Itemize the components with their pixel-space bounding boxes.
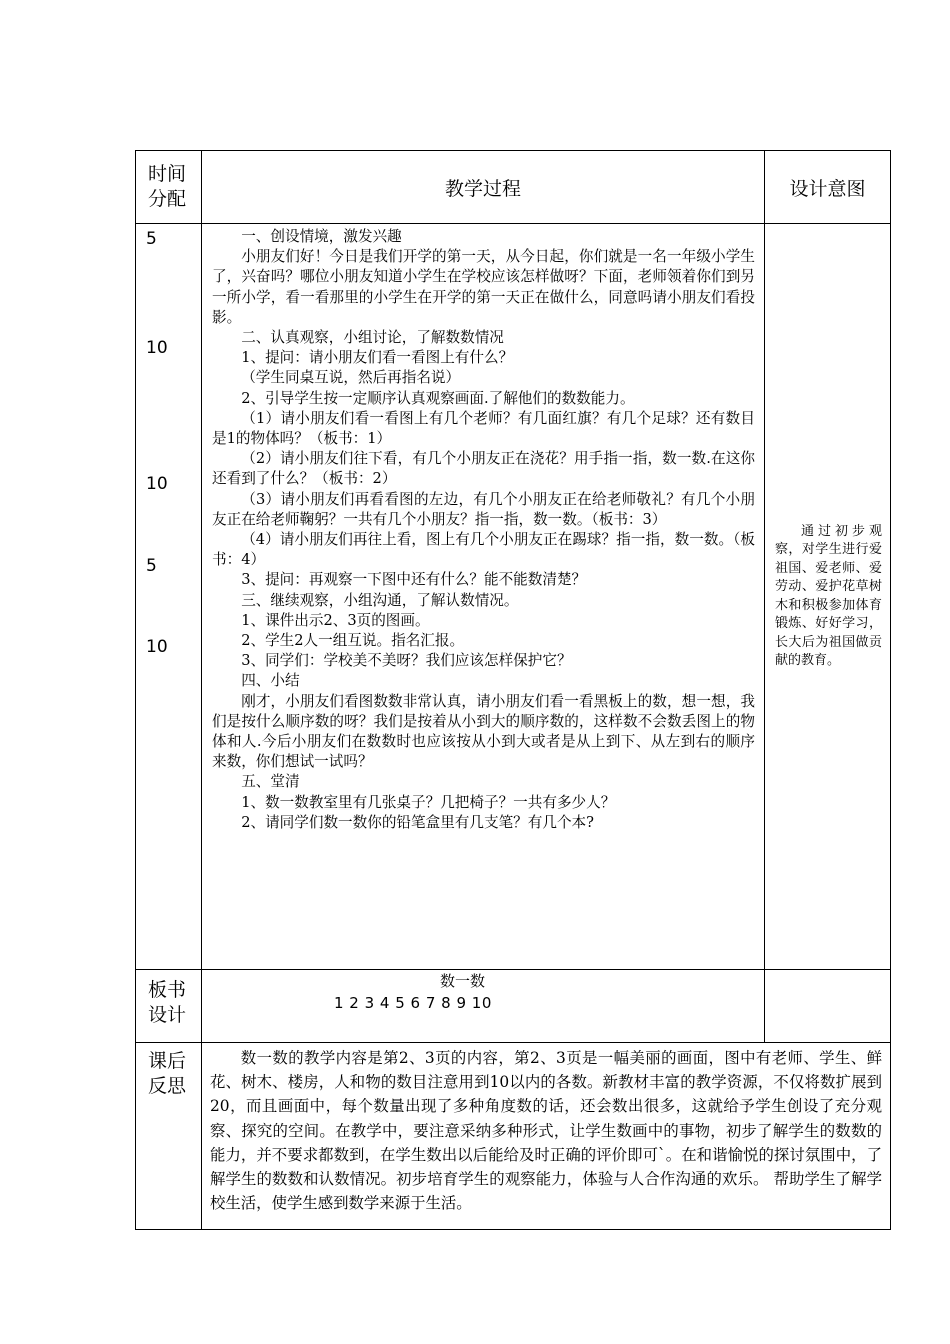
lesson-plan-table	[135, 150, 891, 1230]
intent-content	[765, 224, 891, 970]
process-paragraph: 3、同学们：学校美不美呀？我们应该怎样保护它？	[241, 652, 572, 670]
board-row	[136, 970, 891, 1043]
process-paragraph: （学生同桌互说，然后再指名说）	[241, 369, 461, 387]
process-paragraph: 2、引导学生按一定顺序认真观察画面.了解他们的数数能力。	[241, 389, 635, 407]
time-value: 10	[146, 637, 168, 657]
board-numbers: 1 2 3 4 5 6 7 8 9 10	[334, 994, 492, 1012]
time-value: 10	[146, 474, 168, 494]
process-content	[202, 224, 765, 970]
process-paragraph: 小朋友们好！今日是我们开学的第一天，从今日起，你们就是一名一年级小学生了，兴奋吗？哪位小朋友知道小学生在学校应该怎样做呀？下面，老师领着你们到另一所小学，看一看那里的小学生在开学的第一天正在做什么，同意吗请小朋友们看投影。	[212, 248, 755, 326]
process-paragraph: 2、学生2人一组互说。指名汇报。	[241, 632, 465, 650]
time-header: 时间分配	[136, 151, 202, 224]
time-value: 5	[146, 556, 157, 576]
process-paragraph: 3、提问：再观察一下图中还有什么？能不能数清楚？	[241, 571, 587, 589]
process-paragraph: 1、提问：请小朋友们看一看图上有什么？	[241, 349, 514, 367]
time-value: 5	[146, 229, 157, 249]
body-row	[136, 224, 891, 970]
process-paragraph: 五、堂清	[241, 773, 300, 791]
time-value: 10	[146, 338, 168, 358]
board-label: 板书设计	[136, 970, 202, 1043]
time-column	[136, 224, 202, 970]
process-paragraph: 1、数一数教室里有几张桌子？几把椅子？一共有多少人？	[241, 793, 616, 811]
header-row	[136, 151, 891, 224]
process-paragraph: （2）请小朋友们往下看，有几个小朋友正在浇花？用手指一指，数一数.在这你还看到了什么？（板书：2）	[212, 450, 755, 488]
process-header: 教学过程	[202, 151, 765, 224]
board-title: 数一数	[440, 972, 486, 990]
reflection-row	[136, 1043, 891, 1230]
process-paragraph: 刚才，小朋友们看图数数非常认真，请小朋友们看一看黑板上的数，想一想，我们是按什么顺序数的呀？我们是按着从小到大的顺序数的，这样数不会数丢图上的物体和人.今后小朋友们在数数时也应该按从小到大或者是从上到下、从左到右的顺序来数，你们想试一试吗？	[212, 692, 755, 771]
reflection-content	[202, 1043, 891, 1230]
process-paragraph: 1、课件出示2、3页的图画。	[241, 611, 430, 629]
process-paragraph: （3）请小朋友们再看看图的左边，有几个小朋友正在给老师敬礼？有几个小朋友正在给老师鞠躬？一共有几个小朋友？指一指，数一数。（板书：3）	[212, 490, 755, 528]
board-content	[202, 970, 765, 1043]
reflection-label: 课后反思	[136, 1043, 202, 1230]
process-paragraph: （1）请小朋友们看一看图上有几个老师？有几面红旗？有几个足球？还有数目是1的物体吗？（板书：1）	[212, 409, 755, 448]
process-paragraph: 三、继续观察，小组沟通，了解认数情况。	[241, 591, 519, 609]
process-paragraph: （4）请小朋友们再往上看，图上有几个小朋友正在踢球？指一指，数一数。（板书：4）	[212, 531, 755, 569]
process-paragraph: 二、认真观察，小组讨论，了解数数情况	[241, 329, 504, 347]
process-paragraph: 2、请同学们数一数你的铅笔盒里有几支笔？有几个本?	[241, 813, 594, 831]
board-empty-cell	[765, 970, 891, 1043]
reflection-text: 数一数的教学内容是第2、3页的内容，第2、3页是一幅美丽的画面，图中有老师、学生、鲜花、树木、楼房，人和物的数目注意用到10以内的各数。新教材丰富的教学资源，不仅将数扩展到20，而且画面中，每个数量出现了多种角度数的话，还会数出很多，这就给予学生创设了充分观察、探究的空间。在教学中，要注意采纳多种形式，让学生数画中的事物，初步了解学生的数数的能力，并不要求都数到，在学生数出以后能给及时正确的评价即可`。在和谐愉悦的探讨氛围中，了解学生的数数和认数情况。初步培育学生的观察能力，体验与人合作沟通的欢乐。 帮助学生了解学校生活，使学生感到数学来源于生活。	[210, 1049, 882, 1213]
intent-text: 通过初步观察，对学生进行爱祖国、爱老师、爱劳动、爱护花草树木和积极参加体育锻炼、好好学习，长大后为祖国做贡献的教育。	[775, 523, 882, 668]
process-paragraph: 一、创设情境，激发兴趣	[241, 228, 402, 245]
intent-header: 设计意图	[765, 151, 891, 224]
process-paragraph: 四、小结	[241, 672, 300, 690]
